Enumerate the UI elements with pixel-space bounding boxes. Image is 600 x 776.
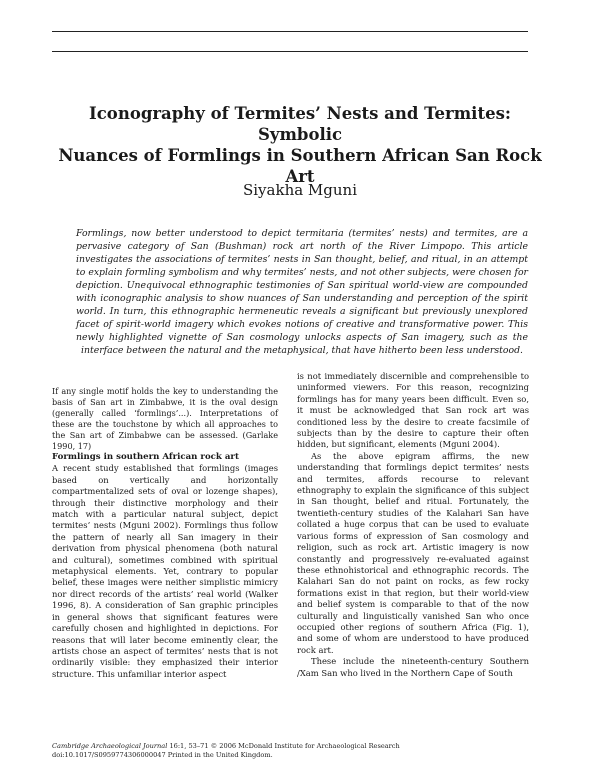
footer-doi: doi:10.1017/S0959774306000047 Printed in the United Kingdom.	[52, 751, 273, 759]
abstract: Formlings, now better understood to depict termitaria (termites’ nests) and termites, are a pervasive category of San (Bushman) rock art north of the River Limpopo. This article investigates the associations of termites’ nests in San thought, belief, and ritual, in an attempt to explain formling symbolism and why termites’ nests, and not other subjects, were chosen for depiction. Unequivocal ethnographic testimonies of San spiritual world-view are compounded with iconographic analysis to show nuances of San understanding and perception of the spirit world. In turn, this ethnographic hermeneutic reveals a significant but previously unexplored facet of spirit-world imagery which evokes notions of creative and transformative power. This newly highlighted vignette of San cosmology unlocks aspects of San imagery, such as the interface between the natural and the metaphysical, that have hitherto been less understood.	[76, 228, 528, 356]
article-title	[52, 103, 548, 187]
right-column	[297, 371, 529, 679]
title-line-1: Iconography of Termites’ Nests and Termites: Symbolic	[89, 104, 511, 144]
right-paragraph-3: These include the nineteenth-century Southern /Xam San who lived in the Northern Cape of South	[297, 656, 529, 678]
author-name: Siyakha Mguni	[242, 181, 358, 199]
left-body-paragraph: A recent study established that formlings (images based on vertically and horizontally compartmentalized sets of oval or lozenge shapes), through their distinctive morphology and their match with a particular natural subject, depict termites’ nests (Mguni 2002). Formlings thus follow the pattern of nearly all San imagery in their derivation from physical phenomena (both natural and cultural), sometimes combined with spiritual metaphysical elements. Yet, contrary to popular belief, these images were neither simplistic mimicry nor direct records of the artists’ real world (Walker 1996, 8). A consideration of San graphic principles in general shows that significant features were carefully chosen and highlighted in depictions. For reasons that will later become eminently clear, the artists chose an aspect of termites’ nests that is not ordinarily visible: they emphasized their interior structure. This unfamiliar interior aspect	[52, 463, 278, 679]
left-column	[52, 386, 278, 680]
page-footer	[52, 742, 492, 760]
header-rule-top	[52, 31, 528, 32]
right-paragraph-1: is not immediately discernible and comprehensible to uninformed viewers. For this reason, recognizing formlings has for many years been difficult. Even so, it must be acknowledged that San rock art was conditioned less by the desire to create facsimile of subjects than by the desire to capture their often hidden, but significant, elements (Mguni 2004).	[297, 371, 529, 450]
epigraph: If any single motif holds the key to understanding the basis of San art in Zimbabwe, it is the oval design (generally called ‘formlings’...). Interpretations of these are the touchstone by which all approaches to the San art of Zimbabwe can be assessed. (Garlake 1990, 17)	[52, 386, 278, 451]
header-rule-bottom	[52, 51, 528, 52]
title-line-2: Nuances of Formlings in Southern African San Rock Art	[58, 146, 542, 186]
section-heading: Formlings in southern African rock art	[52, 452, 239, 462]
footer-citation: 16:1, 53–71 © 2006 McDonald Institute for Archaeological Research	[167, 742, 400, 750]
right-paragraph-2: As the above epigram affirms, the new understanding that formlings depict termites’ nests and termites, affords recourse to relevant ethnography to explain the significance of this subject in San thought, belief and ritual. Fortunately, the twentieth-century studies of the Kalahari San have collated a huge corpus that can be used to evaluate various forms of expression of San cosmology and religion, such as rock art. Artistic imagery is now constantly and progressively re-evaluated against these ethnohistorical and ethnographic records. The Kalahari San do not paint on rocks, as few rocky formations exist in that region, but their world-view and belief system is comparable to that of the now culturally and linguistically vanished San who once occupied other regions of southern Africa (Fig. 1), and some of whom are understood to have produced rock art.	[297, 450, 529, 655]
footer-journal: Cambridge Archaeological Journal	[52, 742, 168, 750]
